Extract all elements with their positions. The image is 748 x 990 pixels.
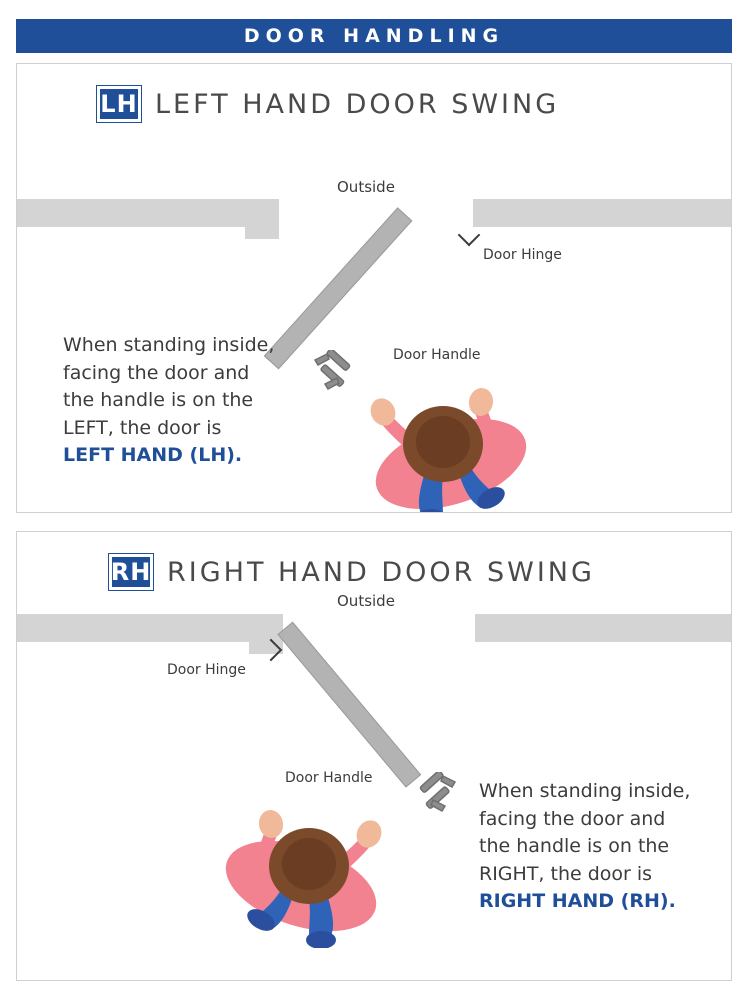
wall-left-segment-rh [16, 614, 249, 642]
person-figure-lh [339, 386, 559, 513]
lh-desc-line-4: LEFT, the door is [63, 416, 222, 439]
page-title: DOOR HANDLING [243, 25, 505, 47]
lh-badge: LH [97, 86, 141, 122]
rh-desc-line-2: facing the door and [479, 807, 666, 830]
right-hand-title: RIGHT HAND DOOR SWING [167, 556, 595, 588]
door-handle-label-lh: Door Handle [393, 347, 481, 363]
wall-right-segment-rh [475, 614, 732, 642]
outside-label-rh: Outside [337, 592, 395, 610]
left-hand-title-row [17, 64, 731, 122]
panel-right-hand-door-swing [16, 531, 732, 981]
panel-left-hand-door-swing [16, 63, 732, 513]
right-hand-description [479, 778, 719, 916]
left-hand-description [63, 332, 303, 470]
door-hinge-label-rh: Door Hinge [167, 662, 246, 678]
page-title-banner [16, 19, 732, 53]
outside-label-lh: Outside [337, 178, 395, 196]
door-handle-label-rh: Door Handle [285, 770, 373, 786]
right-hand-title-row [17, 532, 731, 590]
door-slab-rh [277, 622, 421, 788]
rh-desc-line-3: the handle is on the [479, 835, 670, 858]
lh-conclusion: LEFT HAND (LH). [63, 444, 243, 467]
door-hinge-label-lh: Door Hinge [483, 247, 562, 263]
rh-conclusion: RIGHT HAND (RH). [479, 890, 676, 913]
wall-right-segment [473, 199, 732, 227]
left-hand-title: LEFT HAND DOOR SWING [155, 88, 560, 120]
person-figure-rh [193, 808, 413, 948]
rh-desc-line-1: When standing inside, [479, 780, 691, 802]
wall-left-segment [16, 199, 245, 227]
lh-desc-line-1: When standing inside, [63, 334, 275, 356]
lh-desc-line-3: the handle is on the [63, 389, 254, 412]
lh-desc-line-2: facing the door and [63, 361, 250, 384]
wall-left-jamb [245, 199, 279, 239]
rh-badge: RH [109, 554, 153, 590]
rh-desc-line-4: RIGHT, the door is [479, 862, 653, 885]
hinge-marker-lh [458, 224, 481, 247]
